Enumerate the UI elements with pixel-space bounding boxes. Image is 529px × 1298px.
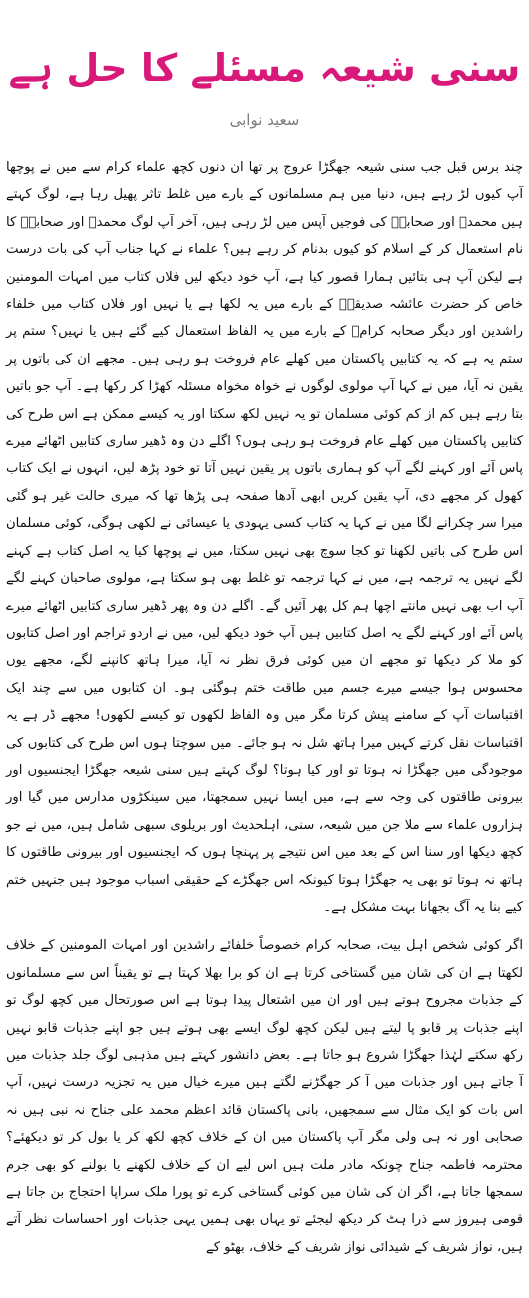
paragraph-spacer xyxy=(6,921,523,932)
article-paragraph-1: چند برس قبل جب سنی شیعہ جھگڑا عروج پر تھا ان دنوں کچھ علماء کرام سے میں نے پوچھا آپ کیوں لڑ رہے ہیں، دنیا میں ہم مسلمانوں کے بارے میں غلط تاثر پھیل رہا ہے، لوگ کہتے ہیں محمدؐ اور صحابہؓ کی فوجیں آپس میں لڑ رہی ہیں، آخر آپ لوگ محمدؐ اور صحابہؓ کا نام استعمال کر کے اسلام کو کیوں بدنام کر رہے ہیں؟ علماء نے کہا جناب آپ کی بات درست ہے لیکن آپ ہی بتائیں ہمارا قصور کیا ہے، آپ خود دیکھ لیں فلاں کتاب میں امہات المومنین خاص کر حضرت عائشہ صدیقہؓ کے بارے میں یہ لکھا ہے یا نہیں اور فلاں کتاب میں خلفاء راشدین اور دیگر صحابہ کرامؓ کے بارے میں یہ الفاظ استعمال کیے گئے ہیں یا نہیں؟ ستم پر ستم یہ ہے کہ یہ کتابیں پاکستان میں کھلے عام فروخت ہو رہی ہیں۔ مجھے ان کی باتوں پر یقین نہ آیا، میں نے کہا آپ مولوی لوگوں نے خواہ مخواہ مسئلہ کھڑا کر رکھا ہے۔ آپ جو باتیں بتا رہے ہیں کم از کم کوئی مسلمان تو یہ نہیں لکھ سکتا اور یہ کیسے ممکن ہے اس طرح کی کتابیں پاکستان میں کھلے عام فروخت ہو رہی ہوں؟ اگلے دن وہ ڈھیر ساری کتابیں اٹھائے میرے پاس آئے اور کہنے لگے آپ کو ہماری باتوں پر یقین نہیں آتا تو خود پڑھ لیں، انہوں نے ایک کتاب کھول کر مجھے دی، آپ یقین کریں ابھی آدھا صفحہ ہی پڑھا تھا کہ میری حالت غیر ہو گئی میرا سر چکرانے لگا میں نے کہا یہ کتاب کسی یہودی یا عیسائی نے لکھی ہوگی، کوئی مسلمان اس طرح کی باتیں لکھنا تو کجا سوچ بھی نہیں سکتا، میں نے پوچھا کیا یہ اصل کتاب ہے کہنے لگے نہیں یہ ترجمہ ہے، میں نے کہا ترجمہ تو غلط بھی ہو سکتا ہے، مولوی صاحبان کہنے لگے آپ اب بھی نہیں مانتے اچھا ہم کل پھر آئیں گے۔ اگلے دن وہ پھر ڈھیر ساری کتابیں اٹھائے میرے پاس آئے اور کہنے لگے یہ اصل کتابیں ہیں آپ خود دیکھ لیں، میں نے اردو تراجم اور اصل کتابوں کو ملا کر دیکھا تو مجھے ان میں کوئی فرق نظر نہ آیا، میرا ہاتھ کانپنے لگے، مجھے یوں محسوس ہوا جیسے میرے جسم میں طاقت ختم ہوگئی ہو۔ ان کتابوں میں سے چند ایک اقتباسات آپ کے سامنے پیش کرتا مگر میں وہ الفاظ لکھوں تو کیسے لکھوں! مجھے ڈر ہے یہ اقتباسات نقل کرتے کہیں میرا ہاتھ شل نہ ہو جائے۔ میں سوچتا ہوں اس طرح کی کتابوں کی موجودگی میں جھگڑا نہ ہوتا تو اور کیا ہوتا؟ لوگ کہتے ہیں سنی شیعہ جھگڑا ایجنسیوں اور بیرونی طاقتوں کی وجہ سے ہے، میں ایسا نہیں سمجھتا، میں سینکڑوں مدارس میں گیا اور ہزاروں علماء سے ملا جن میں شیعہ، سنی، اہلحدیث اور بریلوی سبھی شامل ہیں، میں نے جو کچھ دیکھا اور سنا اس کے بعد میں اس نتیجے پر پہنچا ہوں کہ ایجنسیوں اور بیرونی طاقتوں کا ہاتھ نہ ہوتا تو بھی یہ جھگڑا ہوتا کیونکہ اس جھگڑے کے حقیقی اسباب موجود ہیں جنہیں ختم کیے بنا یہ آگ بجھانا بہت مشکل ہے۔ xyxy=(6,160,523,915)
article-paragraph-2: اگر کوئی شخص اہل بیت، صحابہ کرام خصوصاً خلفائے راشدین اور امہات المومنین کے خلاف لکھتا ہے ان کی شان میں گستاخی کرتا ہے ان کو برا بھلا کہتا ہے تو یقیناً اس سے مسلمانوں کے جذبات مجروح ہوتے ہیں اور ان میں اشتعال پیدا ہوتا ہے اس صورتحال میں کچھ لوگ تو اپنے جذبات پر قابو پا لیتے ہیں لیکن کچھ لوگ ایسے بھی ہوتے ہیں جو اپنے جذبات قابو نہیں رکھ سکتے لہٰذا جھگڑا شروع ہو جاتا ہے۔ بعض دانشور کہتے ہیں مذہبی لوگ جلد جذبات میں آ جاتے ہیں اور جذبات میں آ کر جھگڑنے لگتے ہیں میرے خیال میں یہ تجزیہ درست نہیں، آپ اس بات کو ایک مثال سے سمجھیں، بانی پاکستان قائد اعظم محمد علی جناح نہ نبی ہیں نہ صحابی اور نہ ہی ولی مگر آپ پاکستان میں ان کے خلاف کچھ لکھ کر یا بول کر تو دیکھئے؟ محترمہ فاطمہ جناح چونکہ مادر ملت ہیں اس لیے ان کے خلاف لکھنے یا بولنے کو بھی جرم سمجھا جاتا ہے، اگر ان کی شان میں کوئی گستاخی کرے تو پورا ملک سراپا احتجاج بن جاتا ہے قومی ہیروز سے ذرا ہٹ کر دیکھ لیجئے تو یہاں بھی ہمیں یہی جذبات اور احساسات نظر آتے ہیں، نواز شریف کے شیدائی نواز شریف کے خلاف، بھٹو کے xyxy=(6,938,523,1255)
article-title: سنی شیعہ مسئلے کا حل ہے xyxy=(8,46,521,90)
article-author: سعید نوابی xyxy=(229,111,300,129)
article-page xyxy=(0,40,529,1298)
